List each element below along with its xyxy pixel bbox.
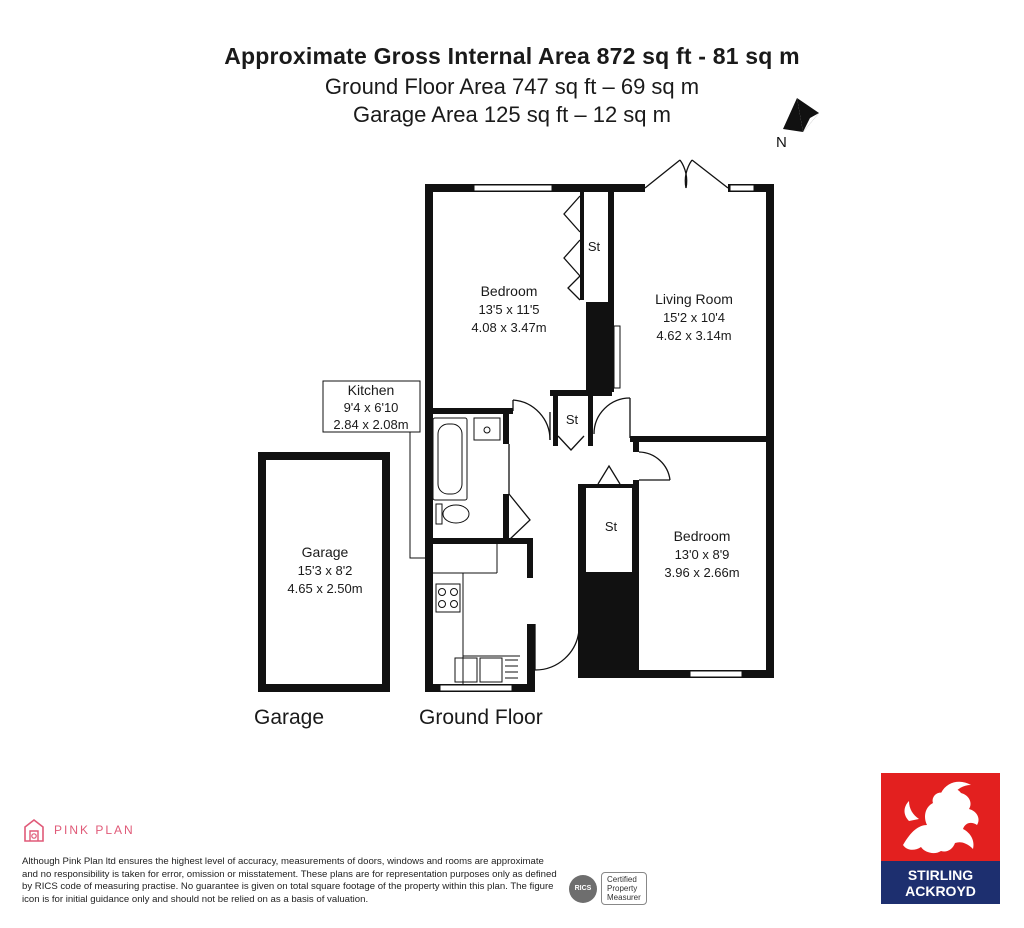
rics-badge xyxy=(569,872,647,905)
french-doors xyxy=(645,160,728,188)
pink-plan-house-icon xyxy=(22,817,46,843)
rics-line-3: Measurer xyxy=(607,893,641,902)
ground-floor-area: Ground Floor Area 747 sq ft – 69 sq m xyxy=(324,74,700,99)
kitchen-fixtures xyxy=(433,544,520,684)
rics-certified-box xyxy=(601,872,647,905)
compass-icon xyxy=(776,98,819,151)
bathroom-fixtures xyxy=(433,418,500,524)
rics-logo-icon: RICS xyxy=(569,875,597,903)
store-label-3: St xyxy=(604,519,618,534)
stirling-ackroyd-logo xyxy=(881,773,1000,904)
living-room-imperial: 15'2 x 10'4 xyxy=(662,310,726,325)
gross-area-title: Approximate Gross Internal Area 872 sq ft - 81 sq m xyxy=(224,43,800,69)
brand-line-2: ACKROYD xyxy=(905,882,976,899)
brand-line-1: STIRLING xyxy=(907,866,974,883)
rics-line-2: Property xyxy=(607,884,638,893)
garage-area: Garage Area 125 sq ft – 12 sq m xyxy=(353,102,671,127)
compass-north-label: N xyxy=(776,134,787,151)
kitchen-metric: 2.84 x 2.08m xyxy=(333,417,409,432)
griffin-icon xyxy=(881,773,1000,861)
pink-plan-logo xyxy=(22,817,135,843)
store-label-1: St xyxy=(587,239,601,254)
bedroom2-imperial: 13'0 x 8'9 xyxy=(674,547,730,562)
garage-imperial: 15'3 x 8'2 xyxy=(297,563,353,578)
bedroom1-name: Bedroom xyxy=(480,283,538,299)
bedroom2-metric: 3.96 x 2.66m xyxy=(664,565,740,580)
kitchen-imperial: 9'4 x 6'10 xyxy=(343,400,399,415)
garage-name: Garage xyxy=(301,544,349,560)
ground-floor-label: Ground Floor xyxy=(419,706,543,729)
disclaimer-text: Although Pink Plan ltd ensures the highest level of accuracy, measurements of doors, windows and rooms are approximate and no responsibility is taken for error, omission or misstatement. These plans are for representation purposes only as defined by RICS code of measuring practise. No guarantee is given on total square footage of the property within this plan. The figure icon is for initial guidance only and should not be relied on as a basis of valuation. xyxy=(22,856,557,905)
rics-line-1: Certified xyxy=(607,875,637,884)
living-room-metric: 4.62 x 3.14m xyxy=(656,328,732,343)
wardrobe-doors xyxy=(564,196,580,300)
fireplace-hearth xyxy=(614,326,620,388)
pink-plan-logo-text: PINK PLAN xyxy=(54,823,135,837)
store-label-2: St xyxy=(565,412,579,427)
interior-walls xyxy=(433,192,770,672)
brand-griffin-panel xyxy=(881,773,1000,861)
bedroom2-name: Bedroom xyxy=(673,528,731,544)
garage-metric: 4.65 x 2.50m xyxy=(287,581,363,596)
living-room-name: Living Room xyxy=(655,291,733,307)
brand-name-panel xyxy=(881,861,1000,904)
bedroom1-imperial: 13'5 x 11'5 xyxy=(478,302,540,317)
kitchen-name: Kitchen xyxy=(347,382,395,398)
garage-floor-label: Garage xyxy=(254,706,325,729)
bedroom1-metric: 4.08 x 3.47m xyxy=(471,320,547,335)
